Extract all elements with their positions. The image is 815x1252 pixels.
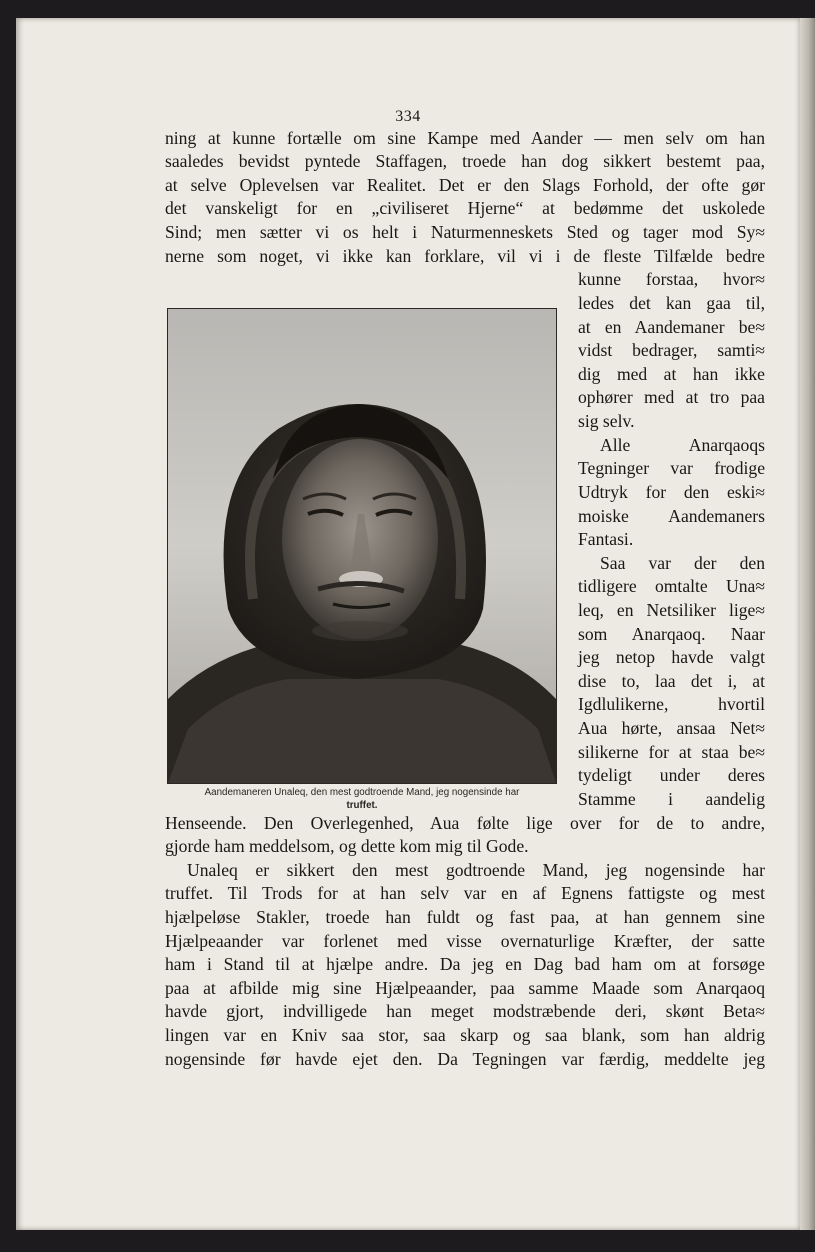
column-line: Udtryk for den eski≈ xyxy=(578,482,765,502)
column-line: Saa var der den xyxy=(600,553,765,573)
column-line: Aua hørte, ansaa Net≈ xyxy=(578,718,765,738)
caption-line: Aandemaneren Unaleq, den mest godtroende Mand, jeg nogensinde har xyxy=(204,787,520,798)
text-line: lingen var en Kniv saa stor, saa skarp og saa blank, som han aldrig xyxy=(165,1025,765,1045)
text-line: det vanskeligt for en „civiliseret Hjerne“ at bedømme det uskolede xyxy=(165,198,765,218)
portrait-photo xyxy=(167,308,557,784)
photo-caption xyxy=(164,786,560,812)
column-line: ledes det kan gaa til, xyxy=(578,293,765,313)
page-number: 334 xyxy=(395,108,421,125)
column-line: at en Aandemaner be≈ xyxy=(578,317,765,337)
column-line: vidst bedrager, samti≈ xyxy=(578,340,765,360)
column-line: Stamme i aandelig xyxy=(578,789,765,809)
column-line: dise to, laa det i, at xyxy=(578,671,765,691)
column-line: leq, en Netsiliker lige≈ xyxy=(578,600,765,620)
text-line: Hjælpeaander var forlenet med visse overnaturlige Kræfter, der satte xyxy=(165,931,765,951)
column-line: Tegninger var frodige xyxy=(578,458,765,478)
column-line: silikerne for at staa be≈ xyxy=(578,742,765,762)
column-line: kunne forstaa, hvor≈ xyxy=(578,269,765,289)
text-line: ham i Stand til at hjælpe andre. Da jeg en Dag bad ham om at forsøge xyxy=(165,954,765,974)
column-line: som Anarqaoq. Naar xyxy=(578,624,765,644)
text-line: Unaleq er sikkert den mest godtroende Mand, jeg nogensinde har xyxy=(187,860,765,880)
column-line: tidligere omtalte Una≈ xyxy=(578,576,765,596)
column-line: moiske Aandemaners xyxy=(578,506,765,526)
column-line: tydeligt under deres xyxy=(578,765,765,785)
page-edge xyxy=(800,18,815,1230)
text-line: Sind; men sætter vi os helt i Naturmenneskets Sted og tager mod Sy≈ xyxy=(165,222,765,242)
caption-line: truffet. xyxy=(346,800,378,811)
text-line: nerne som noget, vi ikke kan forklare, vil vi i de fleste Tilfælde bedre xyxy=(165,246,765,266)
column-line: Igdlulikerne, hvortil xyxy=(578,694,765,714)
text-line: havde gjort, indvilligede han meget modstræbende deri, skønt Beta≈ xyxy=(165,1001,765,1021)
column-line: jeg netop havde valgt xyxy=(578,647,765,667)
column-line: ophører med at tro paa xyxy=(578,387,765,407)
book-page xyxy=(16,18,800,1230)
text-line: paa at afbilde mig sine Hjælpeaander, paa samme Maade som Anarqaoq xyxy=(165,978,765,998)
text-line: at selve Oplevelsen var Realitet. Det er den Slags Forhold, der ofte gør xyxy=(165,175,765,195)
text-line: hjælpeløse Stakler, troede han fuldt og fast paa, at han gennem sine xyxy=(165,907,765,927)
text-line: gjorde ham meddelsom, og dette kom mig til Gode. xyxy=(165,836,529,856)
column-line: sig selv. xyxy=(578,411,635,431)
text-line: Henseende. Den Overlegenhed, Aua følte lige over for de to andre, xyxy=(165,813,765,833)
text-line: ning at kunne fortælle om sine Kampe med Aander — men selv om han xyxy=(165,128,765,148)
portrait-image xyxy=(168,309,556,783)
column-line: Fantasi. xyxy=(578,529,634,549)
text-line: nogensinde før havde ejet den. Da Tegningen var færdig, meddelte jeg xyxy=(165,1049,765,1069)
text-line: saaledes bevidst pyntede Staffagen, troede han dog sikkert bestemt paa, xyxy=(165,151,765,171)
text-line: truffet. Til Trods for at han selv var en af Egnens fattigste og mest xyxy=(165,883,765,903)
column-line: Alle Anarqaoqs xyxy=(600,435,765,455)
column-line: dig med at han ikke xyxy=(578,364,765,384)
